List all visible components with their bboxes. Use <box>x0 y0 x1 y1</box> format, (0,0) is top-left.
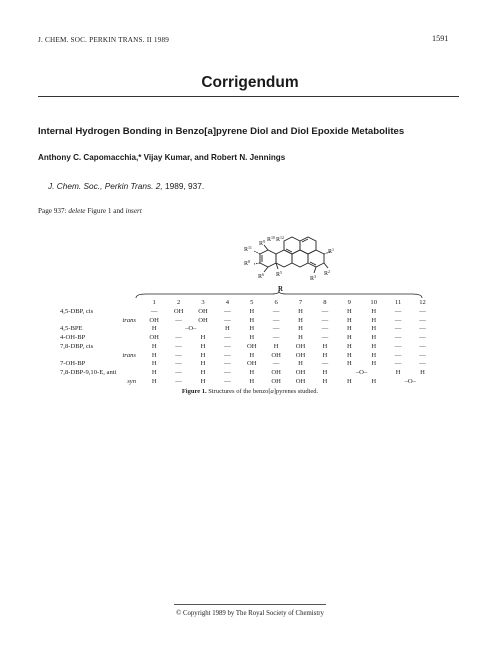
table-cell: — <box>321 334 329 342</box>
table-cell: — <box>321 316 329 324</box>
table-cell: — <box>224 334 231 342</box>
table-cell: — <box>224 316 231 324</box>
page-number: 1591 <box>432 34 449 43</box>
label-r12: $R^{12}$ <box>276 235 285 243</box>
caption-text-before: Structures of the benzo[ <box>206 388 271 395</box>
table-cell: H <box>273 342 279 350</box>
table-cell: OH <box>246 342 257 350</box>
table-cell: OH <box>295 351 306 359</box>
compound-name: 4,5-BPE <box>60 325 83 333</box>
table-cell: H <box>346 316 352 324</box>
r-group-label: R <box>278 286 283 293</box>
table-row <box>60 369 435 378</box>
table-cell: H <box>151 377 157 385</box>
table-cell: — <box>272 334 280 342</box>
column-header: 11 <box>394 298 402 306</box>
table-cell: — <box>394 316 402 324</box>
table-cell: H <box>200 342 206 350</box>
table-cell: OH <box>295 368 306 376</box>
table-cell: H <box>200 360 206 368</box>
table-cell: — <box>419 351 426 359</box>
table-cell: — <box>272 360 280 368</box>
table-cell: H <box>151 368 157 376</box>
table-cell: OH <box>271 377 281 385</box>
table-cell: OH <box>295 377 306 385</box>
table-cell: — <box>394 325 402 333</box>
table-cell: — <box>419 316 426 324</box>
caption-text-after: ]pyrenes studied. <box>273 388 319 395</box>
instruction-mid: Figure 1 and <box>85 207 126 215</box>
table-cell: H <box>151 360 157 368</box>
table-cell: OH <box>271 368 281 376</box>
column-header: 5 <box>250 298 254 306</box>
compound-name: 4,5-DBP, cis <box>60 308 94 315</box>
structure-labels <box>244 235 334 282</box>
label-r3: $R^3$ <box>310 274 317 282</box>
table-cell: OH <box>173 308 184 315</box>
table-cell: — <box>394 351 402 359</box>
compound-name: trans <box>122 351 136 359</box>
table-cell: H <box>371 325 377 333</box>
table-cell: — <box>394 360 402 368</box>
label-r6: $R^6$ <box>258 272 265 280</box>
column-header: 1 <box>152 298 156 306</box>
table-cell: — <box>175 351 182 359</box>
column-header: 4 <box>225 298 230 306</box>
table-cell: — <box>175 316 182 324</box>
column-header: 8 <box>323 298 327 306</box>
table-cell: — <box>321 360 329 368</box>
label-r1: $R^1$ <box>328 247 335 255</box>
column-header: 3 <box>201 298 205 306</box>
table-cell: H <box>322 377 328 385</box>
table-cell: H <box>200 351 206 359</box>
table-cell: H <box>200 334 206 342</box>
table-cell: OH <box>271 351 281 359</box>
label-r2: $R^2$ <box>324 269 331 277</box>
table-cell: — <box>419 342 426 350</box>
table-cell: — <box>272 308 280 315</box>
table-cell: OH <box>246 360 257 368</box>
table-cell: H <box>298 360 303 368</box>
table-cell: H <box>420 368 425 376</box>
table-cell: — <box>224 377 231 385</box>
benzopyrene-structure <box>226 233 336 293</box>
table-row <box>60 343 435 352</box>
table-cell: H <box>371 308 377 315</box>
table-row <box>60 352 435 361</box>
table-cell: H <box>371 360 377 368</box>
table-cell: — <box>272 316 280 324</box>
table-cell: — <box>394 334 402 342</box>
instruction-insert: insert <box>125 207 142 215</box>
compound-name: trans <box>122 316 136 324</box>
table-cell: OH <box>295 342 306 350</box>
table-row <box>60 378 435 387</box>
table-cell: H <box>298 334 303 342</box>
table-cell: H <box>346 308 352 315</box>
table-row <box>60 360 435 369</box>
substituent-table <box>60 298 435 386</box>
table-cell: — <box>224 351 231 359</box>
table-cell: H <box>346 360 352 368</box>
footer-rule <box>174 604 326 605</box>
table-cell: — <box>321 325 329 333</box>
table-row <box>60 317 435 326</box>
table-cell: — <box>419 308 426 315</box>
table-cell: OH <box>149 316 159 324</box>
table-cell: H <box>395 368 401 376</box>
citation-journal: J. Chem. Soc., Perkin Trans. 2, <box>48 181 163 191</box>
column-header: 12 <box>419 298 426 306</box>
table-cell: H <box>249 334 255 342</box>
table-cell: H <box>346 325 352 333</box>
table-cell: — <box>224 368 231 376</box>
table-cell: H <box>298 308 303 315</box>
table-cell: H <box>224 325 230 333</box>
table-cell: — <box>321 308 329 315</box>
citation-year-page: 1989, 937. <box>162 181 205 191</box>
table-cell: H <box>346 334 352 342</box>
title-rule <box>38 96 459 97</box>
table-cell: H <box>346 377 352 385</box>
table-cell: — <box>150 308 158 315</box>
label-r11: $R^{11}$ <box>244 245 252 253</box>
label-r8: $R^8$ <box>244 259 251 267</box>
compound-name: syn <box>127 377 136 385</box>
table-cell: H <box>371 334 377 342</box>
table-header-row <box>60 298 435 308</box>
compound-name: 7,8-DBP-9,10-E, anti <box>60 368 117 376</box>
table-cell: — <box>394 308 402 315</box>
table-cell: H <box>249 325 255 333</box>
table-cell: OH <box>198 308 208 315</box>
table-row <box>60 334 435 343</box>
table-cell: — <box>175 334 182 342</box>
table-cell: H <box>249 368 255 376</box>
table-row <box>60 325 435 334</box>
page-title: Corrigendum <box>201 74 299 91</box>
table-cell: –O– <box>355 368 368 376</box>
table-cell: H <box>249 377 255 385</box>
table-cell: — <box>224 360 231 368</box>
table-cell: H <box>322 368 328 376</box>
table-cell: –O– <box>404 377 416 385</box>
table-cell: H <box>346 351 352 359</box>
table-cell: H <box>249 316 255 324</box>
label-r5: $R^5$ <box>276 270 283 278</box>
column-header: 6 <box>274 298 278 306</box>
table-cell: — <box>175 377 182 385</box>
table-cell: H <box>200 377 206 385</box>
instruction-page: Page 937: <box>38 207 69 215</box>
column-header: 9 <box>347 298 351 306</box>
column-header: 10 <box>370 298 377 306</box>
table-cell: H <box>346 342 352 350</box>
copyright-footer: © Copyright 1989 by The Royal Society of Chemistry <box>176 610 324 617</box>
table-cell: — <box>224 308 231 315</box>
table-cell: — <box>419 360 426 368</box>
table-cell: OH <box>198 316 208 324</box>
article-authors: Anthony C. Capomacchia,* Vijay Kumar, and Robert N. Jennings <box>38 153 286 162</box>
table-cell: H <box>371 342 377 350</box>
compound-name: 4-OH-BP <box>60 334 86 342</box>
figure-caption <box>0 388 500 395</box>
article-citation <box>48 181 204 191</box>
table-cell: –O– <box>185 325 197 333</box>
table-cell: — <box>175 368 182 376</box>
structure-bonds <box>254 237 330 273</box>
column-header: 2 <box>176 298 181 306</box>
table-cell: — <box>419 334 426 342</box>
table-cell: H <box>298 325 303 333</box>
table-cell: H <box>151 351 157 359</box>
table-cell: H <box>322 351 328 359</box>
table-cell: H <box>249 351 255 359</box>
compound-name: 7-OH-BP <box>60 360 86 368</box>
header-blank-cell <box>60 298 142 308</box>
label-r10: $R^{10}$ <box>267 235 276 243</box>
table-cell: — <box>175 360 182 368</box>
correction-instruction <box>38 207 142 215</box>
table-cell: H <box>200 368 206 376</box>
table-cell: H <box>151 325 157 333</box>
table-cell: — <box>224 342 231 350</box>
table-cell: — <box>394 342 402 350</box>
table-row <box>60 308 435 317</box>
table-cell: H <box>371 316 377 324</box>
table-cell: H <box>322 342 328 350</box>
table-cell: H <box>151 342 157 350</box>
article-title: Internal Hydrogen Bonding in Benzo[a]pyrene Diol and Diol Epoxide Metabolites <box>38 126 405 137</box>
table-cell: H <box>371 351 377 359</box>
caption-text-italic: a <box>270 388 274 395</box>
table-cell: — <box>419 325 426 333</box>
caption-label: Figure 1. <box>181 388 207 395</box>
label-r9: $R^9$ <box>259 239 266 247</box>
table-cell: — <box>175 342 182 350</box>
table-cell: H <box>249 308 255 315</box>
table-cell: — <box>272 325 280 333</box>
instruction-delete: delete <box>68 207 86 215</box>
compound-name: 7,8-DBP, cis <box>60 342 94 350</box>
running-head: J. CHEM. SOC. PERKIN TRANS. II 1989 <box>38 36 170 44</box>
table-cell: H <box>371 377 377 385</box>
column-header: 7 <box>298 298 303 306</box>
table-cell: OH <box>149 334 159 342</box>
table-cell: H <box>298 316 303 324</box>
